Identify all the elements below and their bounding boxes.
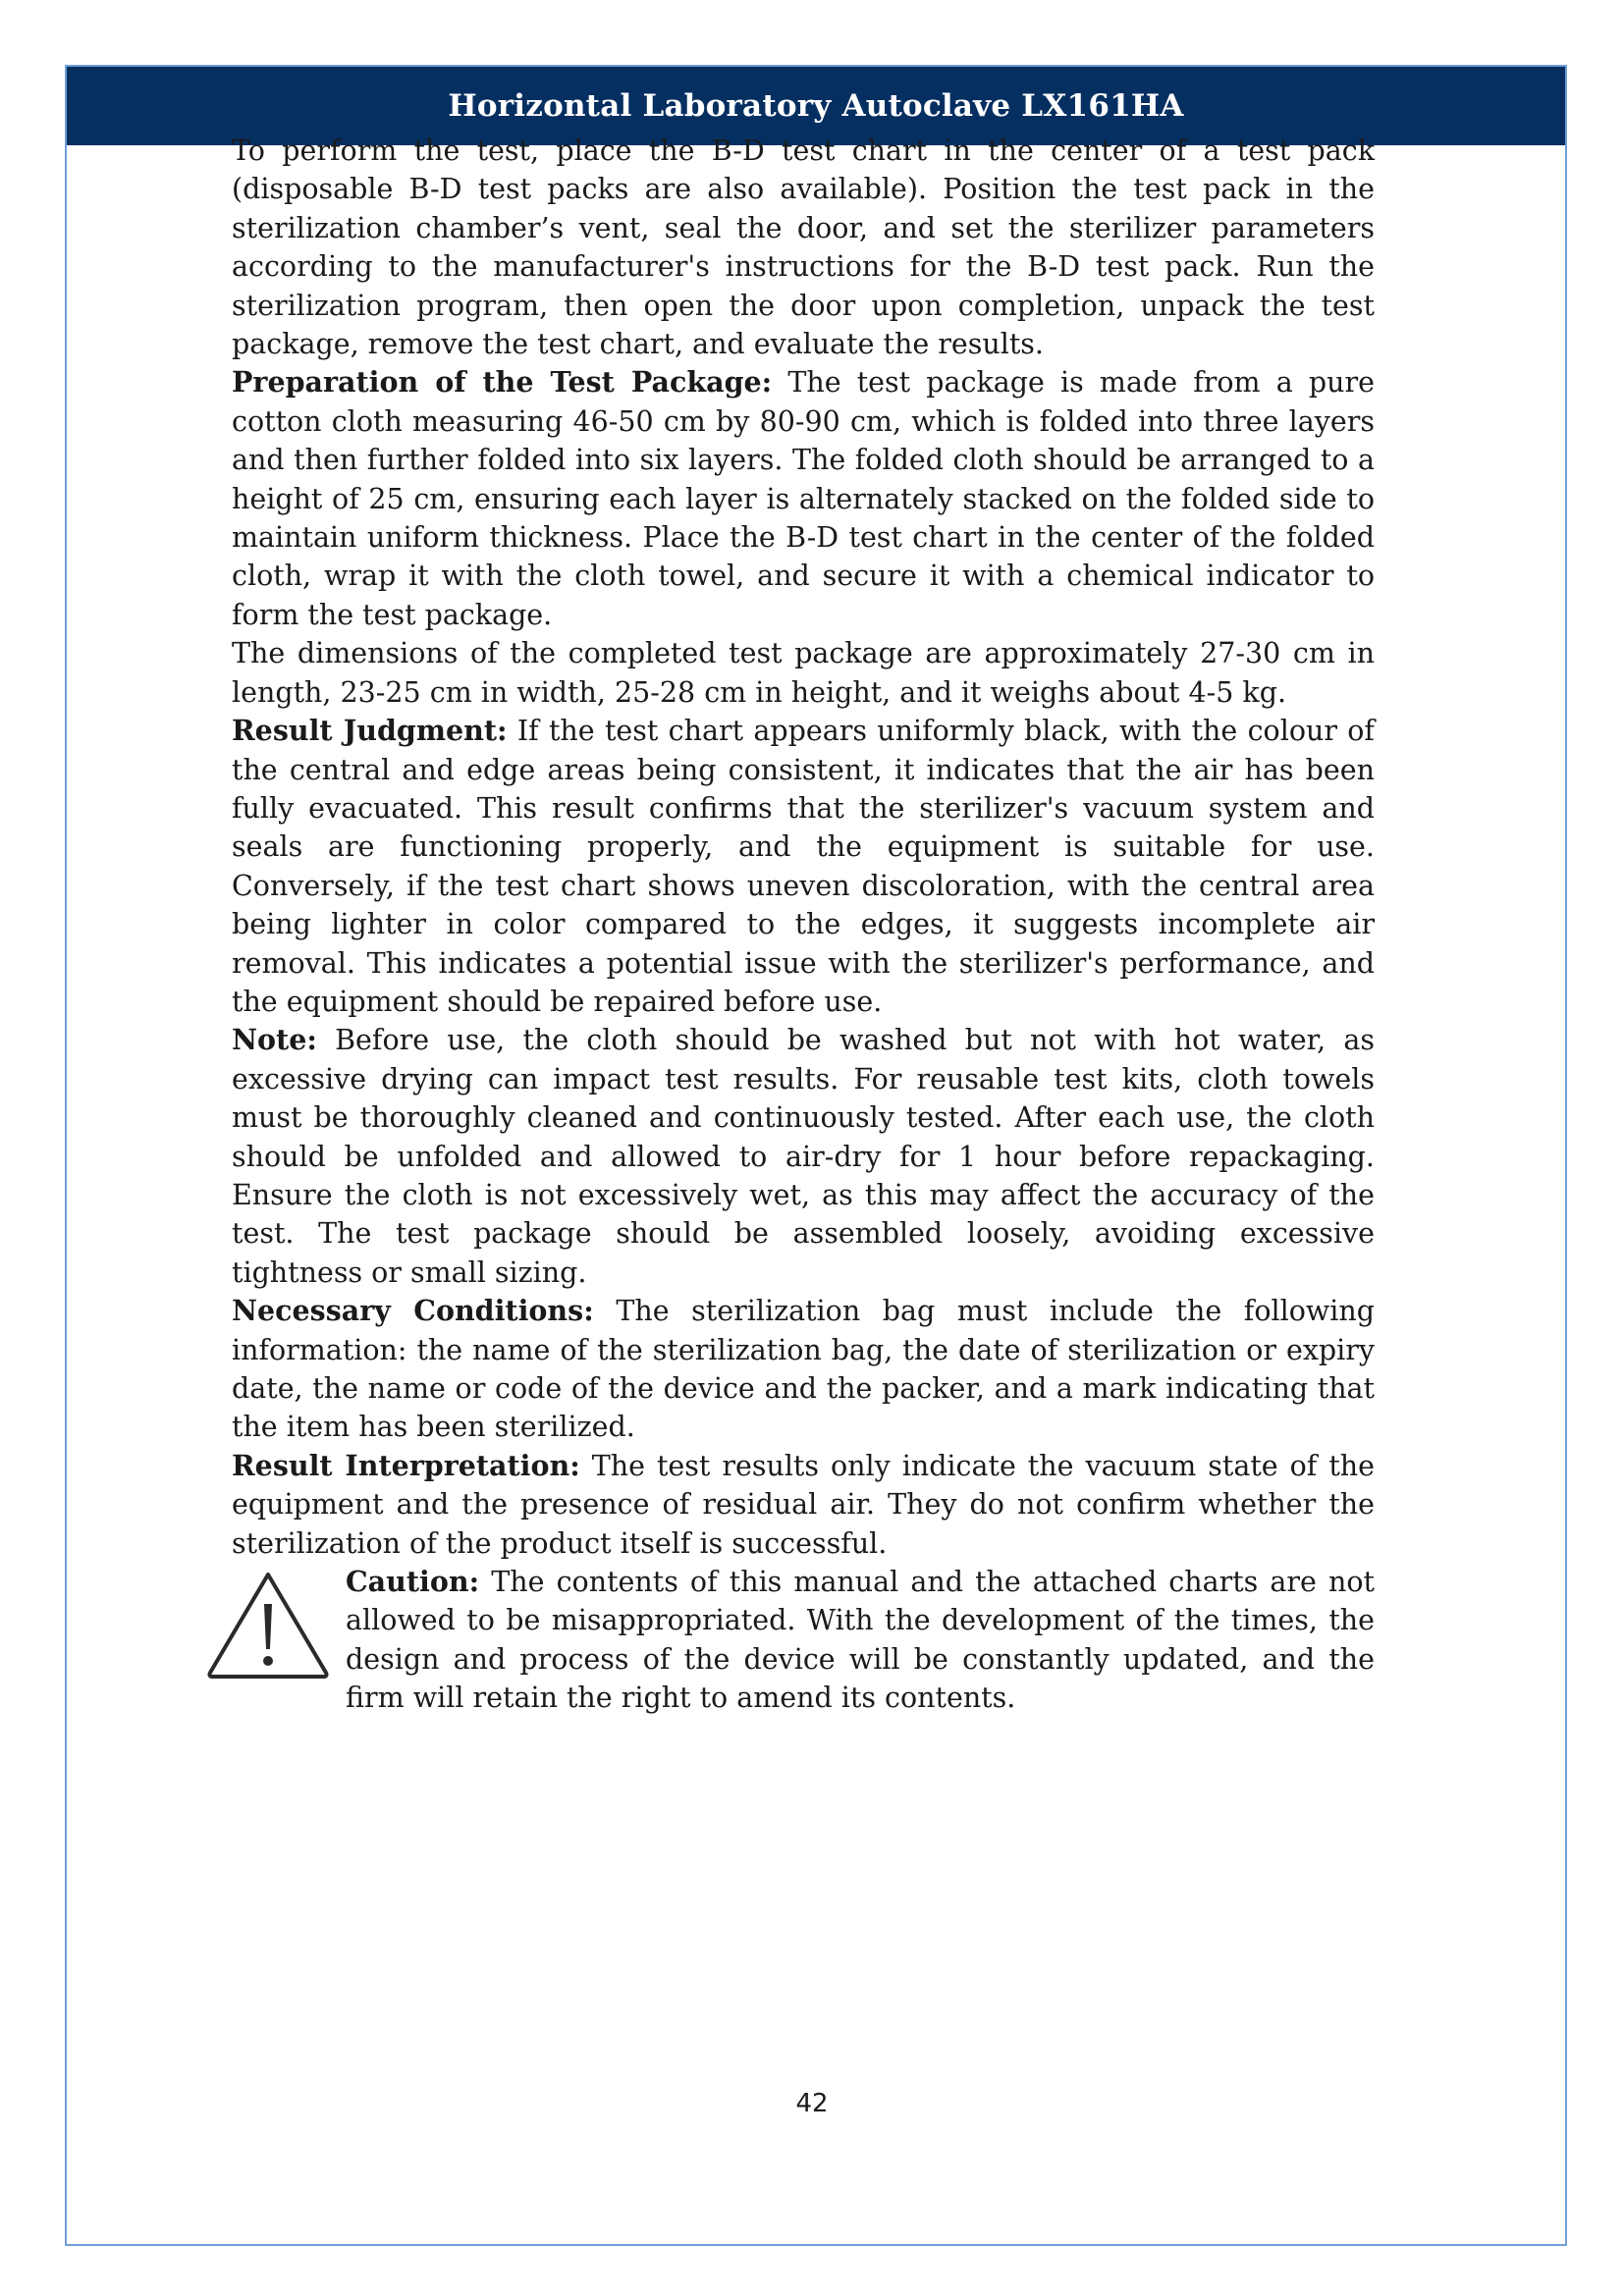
dimensions-paragraph: The dimensions of the completed test package are approximately 27-30 cm in length, 23-25 cm in width, 25-28 cm in height, and it weighs about 4-5 kg.	[232, 637, 1375, 709]
page-title: Horizontal Laboratory Autoclave LX161HA	[448, 88, 1184, 124]
note-paragraph	[232, 1021, 1375, 1292]
note-text: Before use, the cloth should be washed but not with hot water, as excessive drying can impact test results. For reusable test kits, cloth towels must be thoroughly cleaned and continuously tested. After each use, the cloth should be unfolded and allowed to air-dry for 1 hour before repackaging. Ensure the cloth is not excessively wet, as this may affect the accuracy of the test. The test package should be assembled loosely, avoiding excessive tightness or small sizing.	[232, 1024, 1375, 1289]
caution-text: The contents of this manual and the attached charts are not allowed to be misappropriated. With the development of the times, the design and process of the device will be constantly updated, and the firm will retain the right to amend its contents.	[346, 1566, 1375, 1715]
necessary-conditions-paragraph	[232, 1292, 1375, 1447]
intro-paragraph: To perform the test, place the B-D test chart in the center of a test pack (disposable B-D test packs are also available). Position the test pack in the sterilization chamber’s vent, seal the door, and set the sterilizer parameters according to the manufacturer's instructions for the B-D test pack. Run the sterilization program, then open the door upon completion, unpack the test package, remove the test chart, and evaluate the results.	[232, 134, 1375, 361]
result-judgment-label: Result Judgment:	[232, 714, 508, 748]
necessary-conditions-text: The sterilization bag must include the following information: the name of the sterilization bag, the date of sterilization or expiry date, the name or code of the device and the packer, and a mark indicating that the item has been sterilized.	[232, 1295, 1375, 1444]
caution-paragraph	[346, 1563, 1375, 1718]
document-body	[232, 132, 1375, 1718]
result-interpretation-paragraph	[232, 1447, 1375, 1563]
caution-block	[232, 1563, 1375, 1718]
preparation-text: The test package is made from a pure cotton cloth measuring 46-50 cm by 80-90 cm, which is folded into three layers and then further folded into six layers. The folded cloth should be arranged to a height of 25 cm, ensuring each layer is alternately stacked on the folded side to maintain uniform thickness. Place the B-D test chart in the center of the folded cloth, wrap it with the cloth towel, and secure it with a chemical indicator to form the test package.	[232, 366, 1375, 631]
preparation-paragraph	[232, 363, 1375, 634]
page-number: 42	[795, 2089, 829, 2118]
result-interpretation-text: The test results only indicate the vacuum state of the equipment and the presence of residual air. They do not confirm whether the sterilization of the product itself is successful.	[232, 1449, 1376, 1560]
preparation-label: Preparation of the Test Package:	[232, 365, 773, 400]
necessary-conditions-label: Necessary Conditions:	[232, 1294, 594, 1328]
result-judgment-paragraph	[232, 712, 1375, 1021]
caution-label: Caution:	[346, 1565, 480, 1599]
result-judgment-text: If the test chart appears uniformly black, with the colour of the central and edge areas being consistent, it indicates that the air has been fully evacuated. This result confirms that the sterilizer's vacuum system and seals are functioning properly, and the equipment is suitable for use. Conversely, if the test chart shows uneven discoloration, with the central area being lighter in color compared to the edges, it suggests incomplete air removal. This indicates a potential issue with the sterilizer's performance, and the equipment should be repaired before use.	[232, 715, 1375, 1018]
note-label: Note:	[232, 1023, 317, 1057]
warning-triangle-icon	[204, 1567, 332, 1682]
result-interpretation-label: Result Interpretation:	[232, 1448, 580, 1482]
